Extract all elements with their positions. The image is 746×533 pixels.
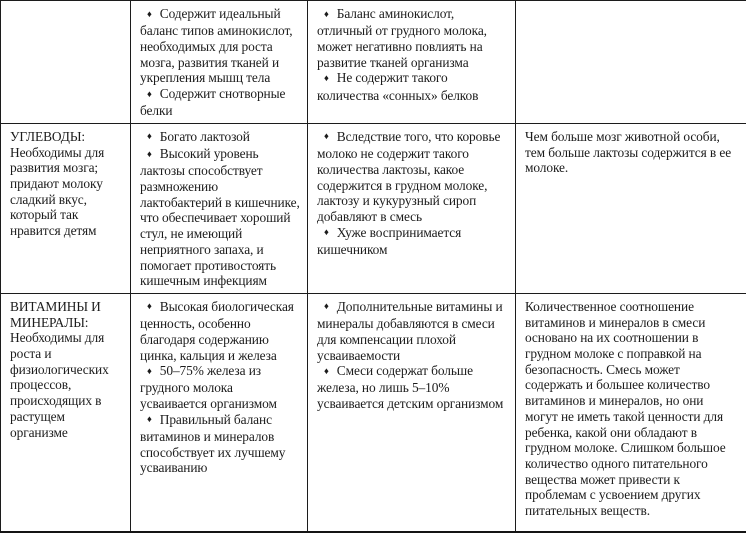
diamond-bullet-icon: ♦ [147, 302, 160, 312]
table-row-proteins-continued [1, 1, 746, 124]
bullet-text: 50–75% железа из грудного молока усваивается организмом [140, 363, 277, 411]
category-cell [1, 293, 131, 532]
diamond-bullet-icon: ♦ [147, 150, 160, 160]
bullet-item [317, 70, 508, 103]
bullet-item [317, 225, 508, 258]
column2-cell [131, 293, 308, 532]
column3-cell [308, 1, 516, 124]
bullet-text: Высокий уровень лактозы способствует размножению лактобактерий в кишечнике, что обеспечивает хороший стул, не имеющий неприятного запаха, и помогает противостоять кишечным инфекциям [140, 146, 300, 288]
column2-cell [131, 1, 308, 124]
bullet-item [140, 363, 300, 412]
bullet-item [140, 412, 300, 476]
diamond-bullet-icon: ♦ [324, 132, 337, 142]
diamond-bullet-icon: ♦ [324, 302, 337, 312]
bullet-text: Высокая биологическая ценность, особенно благодаря содержанию цинка, кальция и железа [140, 299, 294, 363]
bullet-text: Хуже воспринимается кишечником [317, 225, 461, 257]
bullet-item [317, 299, 508, 363]
bullet-item [140, 299, 300, 363]
table-row-vitamins-minerals [1, 293, 746, 532]
category-text: УГЛЕВОДЫ: Необходимы для развития мозга; придают молоку сладкий вкус, который так нравится детям [10, 129, 123, 239]
diamond-bullet-icon: ♦ [147, 367, 160, 377]
column4-cell [516, 123, 746, 293]
column2-cell [131, 123, 308, 293]
bullet-item [140, 86, 300, 119]
bullet-text: Правильный баланс витаминов и минералов способствует их лучшему усваиванию [140, 412, 285, 476]
diamond-bullet-icon: ♦ [147, 415, 160, 425]
column3-cell [308, 123, 516, 293]
bullet-text: Вследствие того, что коровье молоко не содержит такого количества лактозы, какое содержится в грудном молоке, лактозу и кукурузный сироп добавляют в смесь [317, 129, 500, 224]
diamond-bullet-icon: ♦ [147, 132, 160, 142]
note-text: Чем больше мозг животной особи, тем больше лактозы содержится в ее молоке. [525, 129, 739, 176]
category-cell-empty [1, 1, 131, 124]
diamond-bullet-icon: ♦ [324, 367, 337, 377]
bullet-text: Содержит снотворные белки [140, 86, 285, 118]
bullet-item [140, 146, 300, 289]
table-row-carbohydrates [1, 123, 746, 293]
diamond-bullet-icon: ♦ [147, 90, 160, 100]
bullet-item [317, 6, 508, 70]
bullet-item [317, 363, 508, 412]
bullet-text: Смеси содержат больше железа, но лишь 5–10% усваивается детским организмом [317, 363, 503, 411]
column3-cell [308, 293, 516, 532]
diamond-bullet-icon: ♦ [324, 10, 337, 20]
bullet-item [317, 129, 508, 225]
category-cell [1, 123, 131, 293]
bullet-item [140, 129, 300, 146]
bullet-text: Баланс аминокислот, отличный от грудного молока, может негативно повлиять на развитие тканей организма [317, 6, 487, 70]
bullet-text: Содержит идеальный баланс типов аминокислот, необходимых для роста мозга, развития тканей и укрепления мышц тела [140, 6, 292, 85]
note-text: Количественное соотношение витаминов и минералов в смеси основано на их соотношении в грудном молоке с поправкой на безопасность. Смесь может содержать и большее количество витаминов и минералов, но они могут не иметь такой ценности для ребенка, какой они обладают в грудном молоке. Слишком большое количество одного питательного вещества может привести к проблемам с усвоением других питательных веществ. [525, 299, 739, 519]
bullet-text: Богато лактозой [160, 129, 250, 144]
diamond-bullet-icon: ♦ [324, 74, 337, 84]
column4-cell-empty [516, 1, 746, 124]
column4-cell [516, 293, 746, 532]
category-text: ВИТАМИНЫ И МИНЕРАЛЫ: Необходимы для роста и физиологических процессов, происходящих в растущем организме [10, 299, 123, 440]
diamond-bullet-icon: ♦ [324, 228, 337, 238]
bullet-text: Дополнительные витамины и минералы добавляются в смеси для компенсации плохой усваиваемости [317, 299, 503, 363]
bullet-item [140, 6, 300, 86]
bullet-text: Не содержит такого количества «сонных» белков [317, 70, 478, 102]
diamond-bullet-icon: ♦ [147, 10, 160, 20]
